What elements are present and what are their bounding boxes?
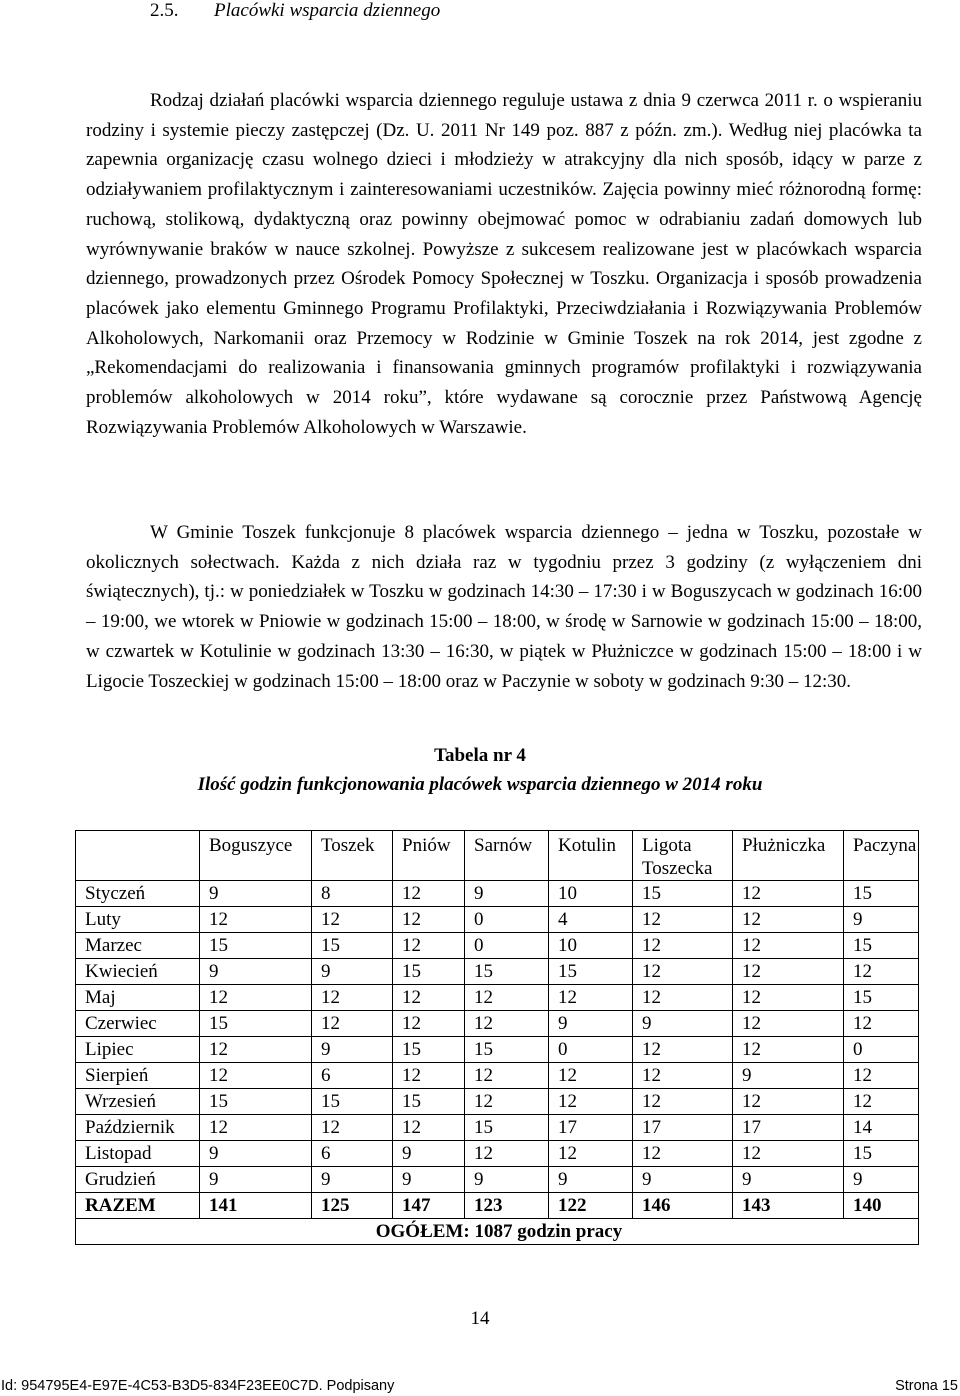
table-row	[76, 881, 919, 907]
hours-cell: 9	[312, 1167, 393, 1193]
hours-cell: 0	[465, 907, 549, 933]
total-cell: 141	[200, 1193, 312, 1219]
hours-cell: 12	[549, 1063, 633, 1089]
total-cell: 146	[633, 1193, 733, 1219]
hours-cell: 12	[200, 985, 312, 1011]
hours-cell: 15	[393, 1089, 465, 1115]
hours-cell: 8	[312, 881, 393, 907]
total-cell: 123	[465, 1193, 549, 1219]
hours-cell: 15	[549, 959, 633, 985]
document-footer	[0, 1376, 960, 1396]
grand-total-cell: OGÓŁEM: 1087 godzin pracy	[76, 1219, 919, 1245]
hours-cell: 12	[393, 985, 465, 1011]
hours-cell: 12	[733, 1037, 844, 1063]
hours-cell: 6	[312, 1063, 393, 1089]
table-row	[76, 1037, 919, 1063]
hours-cell: 12	[465, 1011, 549, 1037]
hours-cell: 12	[200, 907, 312, 933]
hours-cell: 9	[844, 1167, 919, 1193]
hours-cell: 12	[312, 985, 393, 1011]
table-row	[76, 1115, 919, 1141]
hours-cell: 9	[733, 1063, 844, 1089]
hours-cell: 9	[465, 881, 549, 907]
hours-cell: 12	[465, 1063, 549, 1089]
hours-cell: 9	[393, 1141, 465, 1167]
section-title: Placówki wsparcia dziennego	[214, 0, 441, 21]
hours-cell: 15	[465, 1037, 549, 1063]
hours-cell: 12	[312, 1011, 393, 1037]
table-row	[76, 985, 919, 1011]
hours-cell: 12	[393, 1011, 465, 1037]
hours-cell: 12	[633, 1037, 733, 1063]
hours-cell: 12	[733, 1011, 844, 1037]
total-label-cell: RAZEM	[76, 1193, 200, 1219]
hours-cell: 0	[465, 933, 549, 959]
hours-cell: 0	[844, 1037, 919, 1063]
hours-cell: 15	[393, 1037, 465, 1063]
hours-cell: 12	[733, 985, 844, 1011]
hours-cell: 15	[633, 881, 733, 907]
hours-cell: 9	[633, 1011, 733, 1037]
footer-page: Strona 15	[895, 1378, 958, 1394]
column-header: Ligota Toszecka	[633, 831, 733, 881]
hours-cell: 9	[393, 1167, 465, 1193]
hours-cell: 12	[844, 1063, 919, 1089]
hours-cell: 9	[549, 1011, 633, 1037]
hours-cell: 15	[200, 933, 312, 959]
hours-cell: 12	[200, 1037, 312, 1063]
paragraph-legal-basis: Rodzaj działań placówki wsparcia dziennego reguluje ustawa z dnia 9 czerwca 2011 r. o wspieraniu rodziny i systemie pieczy zastępczej (Dz. U. 2011 Nr 149 poz. 887 z późn. zm.). Według niej placówka ta zapewnia organizację czasu wolnego dzieci i młodzieży w atrakcyjny dla nich sposób, idący w parze z odziaływaniem profilaktycznym i zainteresowaniami uczestników. Zajęcia powinny mieć różnorodną formę: ruchową, stolikową, dydaktyczną oraz powinny obejmować pomoc w odrabianiu zadań domowych lub wyrównywanie braków w nauce szkolnej. Powyższe z sukcesem realizowane jest w placówkach wsparcia dziennego, prowadzonych przez Ośrodek Pomocy Społecznej w Toszku. Organizacja i sposób prowadzenia placówek jako elementu Gminnego Programu Profilaktyki, Przeciwdziałania i Rozwiązywania Problemów Alkoholowych, Narkomanii oraz Przemocy w Rodzinie w Gminie Toszek na rok 2014, jest zgodne z „Rekomendacjami do realizowania i finansowania gminnych programów profilaktyki i rozwiązywania problemów alkoholowych w 2014 roku”, które wydawane są corocznie przez Państwową Agencję Rozwiązywania Problemów Alkoholowych w Warszawie.	[86, 90, 922, 438]
hours-cell: 12	[393, 1063, 465, 1089]
column-header: Toszek	[312, 831, 393, 881]
hours-cell: 12	[200, 1115, 312, 1141]
table-caption: Ilość godzin funkcjonowania placówek wsparcia dziennego w 2014 roku	[197, 774, 763, 795]
total-cell: 140	[844, 1193, 919, 1219]
hours-cell: 12	[393, 933, 465, 959]
paragraph-schedule: W Gminie Toszek funkcjonuje 8 placówek wsparcia dziennego – jedna w Toszku, pozostałe w okolicznych sołectwach. Każda z nich działa raz w tygodniu przez 3 godziny (z wyłączeniem dni świątecznych), tj.: w poniedziałek w Toszku w godzinach 14:30 – 17:30 i w Boguszycach w godzinach 16:00 – 19:00, we wtorek w Pniowie w godzinach 15:00 – 18:00, w środę w Sarnowie w godzinach 15:00 – 18:00, w czwartek w Kotulinie w godzinach 13:30 – 16:30, w piątek w Płużniczce w godzinach 15:00 – 18:00 i w Ligocie Toszeckiej w godzinach 15:00 – 18:00 oraz w Paczynie w soboty w godzinach 9:30 – 12:30.	[86, 522, 922, 692]
hours-cell: 6	[312, 1141, 393, 1167]
hours-cell: 12	[633, 1089, 733, 1115]
section-number: 2.5.	[150, 0, 179, 21]
hours-cell: 12	[549, 1089, 633, 1115]
hours-cell: 12	[465, 985, 549, 1011]
hours-cell: 17	[549, 1115, 633, 1141]
hours-cell: 15	[465, 959, 549, 985]
hours-cell: 15	[200, 1011, 312, 1037]
hours-cell: 9	[200, 881, 312, 907]
column-header: Paczyna	[844, 831, 919, 881]
hours-table	[75, 830, 919, 1245]
hours-cell: 12	[312, 1115, 393, 1141]
page-number: 14	[470, 1308, 490, 1329]
hours-cell: 12	[393, 881, 465, 907]
hours-cell: 12	[633, 907, 733, 933]
hours-cell: 9	[549, 1167, 633, 1193]
table-row	[76, 933, 919, 959]
table-row	[76, 959, 919, 985]
footer-id: Id: 954795E4-E97E-4C53-B3D5-834F23EE0C7D. Podpisany	[1, 1378, 395, 1394]
hours-cell: 15	[393, 959, 465, 985]
total-cell: 143	[733, 1193, 844, 1219]
total-row	[76, 1193, 919, 1219]
table-row	[76, 1089, 919, 1115]
hours-cell: 14	[844, 1115, 919, 1141]
hours-cell: 4	[549, 907, 633, 933]
hours-cell: 12	[844, 959, 919, 985]
hours-cell: 12	[633, 1141, 733, 1167]
column-header: Płużniczka	[733, 831, 844, 881]
hours-cell: 12	[733, 907, 844, 933]
hours-cell: 15	[200, 1089, 312, 1115]
month-cell: Luty	[76, 907, 200, 933]
table-row	[76, 1167, 919, 1193]
month-cell: Maj	[76, 985, 200, 1011]
hours-cell: 15	[844, 933, 919, 959]
hours-cell: 12	[393, 1115, 465, 1141]
section-heading	[150, 0, 440, 22]
table-row	[76, 907, 919, 933]
hours-cell: 12	[465, 1089, 549, 1115]
hours-cell: 12	[633, 959, 733, 985]
hours-cell: 12	[733, 959, 844, 985]
hours-cell: 0	[549, 1037, 633, 1063]
hours-cell: 15	[312, 933, 393, 959]
column-header: Pniów	[393, 831, 465, 881]
hours-cell: 12	[633, 1063, 733, 1089]
table-number: Tabela nr 4	[434, 745, 526, 766]
hours-cell: 15	[312, 1089, 393, 1115]
hours-cell: 9	[312, 959, 393, 985]
grand-total-row	[76, 1219, 919, 1245]
month-cell: Wrzesień	[76, 1089, 200, 1115]
month-cell: Czerwiec	[76, 1011, 200, 1037]
hours-cell: 9	[200, 1141, 312, 1167]
hours-cell: 9	[312, 1037, 393, 1063]
hours-cell: 12	[312, 907, 393, 933]
hours-cell: 17	[633, 1115, 733, 1141]
table-header-row	[76, 831, 919, 881]
hours-cell: 12	[844, 1011, 919, 1037]
month-cell: Listopad	[76, 1141, 200, 1167]
column-header: Kotulin	[549, 831, 633, 881]
hours-cell: 9	[633, 1167, 733, 1193]
column-header: Boguszyce	[200, 831, 312, 881]
hours-cell: 15	[844, 881, 919, 907]
hours-cell: 9	[200, 959, 312, 985]
month-cell: Sierpień	[76, 1063, 200, 1089]
month-cell: Kwiecień	[76, 959, 200, 985]
table-corner-cell	[76, 831, 200, 881]
hours-cell: 9	[733, 1167, 844, 1193]
hours-cell: 12	[465, 1141, 549, 1167]
total-cell: 122	[549, 1193, 633, 1219]
month-cell: Lipiec	[76, 1037, 200, 1063]
hours-cell: 9	[844, 907, 919, 933]
hours-cell: 9	[200, 1167, 312, 1193]
hours-cell: 17	[733, 1115, 844, 1141]
hours-cell: 10	[549, 933, 633, 959]
hours-cell: 12	[549, 1141, 633, 1167]
hours-cell: 12	[393, 907, 465, 933]
month-cell: Marzec	[76, 933, 200, 959]
hours-cell: 12	[733, 881, 844, 907]
total-cell: 125	[312, 1193, 393, 1219]
table-row	[76, 1141, 919, 1167]
hours-cell: 12	[844, 1089, 919, 1115]
column-header: Sarnów	[465, 831, 549, 881]
hours-cell: 12	[633, 933, 733, 959]
month-cell: Październik	[76, 1115, 200, 1141]
hours-cell: 15	[465, 1115, 549, 1141]
hours-cell: 15	[844, 1141, 919, 1167]
hours-cell: 9	[465, 1167, 549, 1193]
total-cell: 147	[393, 1193, 465, 1219]
table-row	[76, 1063, 919, 1089]
month-cell: Grudzień	[76, 1167, 200, 1193]
table-row	[76, 1011, 919, 1037]
hours-cell: 12	[733, 1141, 844, 1167]
hours-cell: 10	[549, 881, 633, 907]
hours-cell: 15	[844, 985, 919, 1011]
hours-cell: 12	[733, 1089, 844, 1115]
hours-cell: 12	[549, 985, 633, 1011]
month-cell: Styczeń	[76, 881, 200, 907]
hours-cell: 12	[200, 1063, 312, 1089]
hours-cell: 12	[633, 985, 733, 1011]
hours-cell: 12	[733, 933, 844, 959]
